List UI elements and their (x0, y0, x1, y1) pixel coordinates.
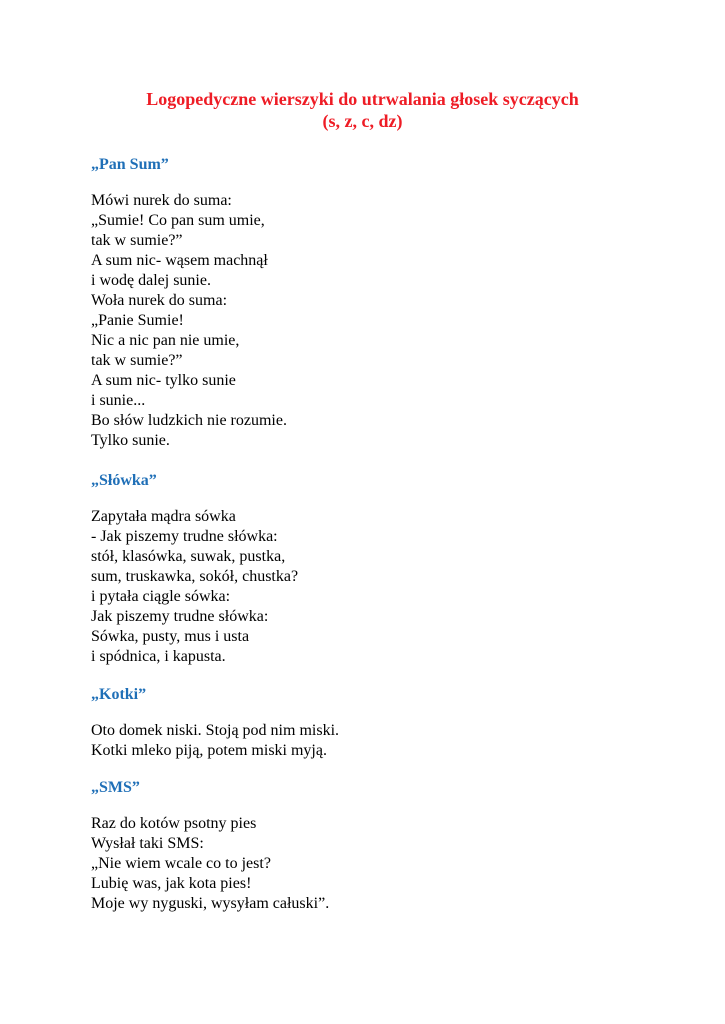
verse-line: Oto domek niski. Stoją pod nim miski. (91, 722, 340, 739)
poem-title: „SMS” (91, 779, 140, 796)
verse-line: i sunie... (91, 392, 146, 409)
verse-line: A sum nic- tylko sunie (91, 372, 236, 389)
poem-title: „Słówka” (91, 472, 157, 489)
verse-line: A sum nic- wąsem machnął (91, 252, 268, 269)
verse-line: Tylko sunie. (91, 432, 170, 449)
verse-line: Lubię was, jak kota pies! (91, 875, 252, 892)
poem-verse (91, 814, 691, 914)
poem-title: „Pan Sum” (91, 156, 169, 173)
poem-title: „Kotki” (91, 686, 147, 703)
verse-line: Bo słów ludzkich nie rozumie. (91, 412, 287, 429)
verse-line: Woła nurek do suma: (91, 292, 228, 309)
verse-line: „Nie wiem wcale co to jest? (91, 855, 271, 872)
document-title-line: Logopedyczne wierszyki do utrwalania głosek syczących (146, 89, 579, 109)
verse-line: Moje wy nyguski, wysyłam całuski”. (91, 895, 330, 912)
verse-line: i spódnica, i kapusta. (91, 648, 226, 665)
verse-line: Raz do kotów psotny pies (91, 815, 257, 832)
verse-line: Wysłał taki SMS: (91, 835, 204, 852)
verse-line: Sówka, pusty, mus i usta (91, 628, 250, 645)
verse-line: i wodę dalej sunie. (91, 272, 211, 289)
verse-line: „Panie Sumie! (91, 312, 184, 329)
verse-line: sum, truskawka, sokół, chustka? (91, 568, 299, 585)
document-title-line: (s, z, c, dz) (322, 111, 403, 131)
verse-line: „Sumie! Co pan sum umie, (91, 212, 265, 229)
verse-line: - Jak piszemy trudne słówka: (91, 528, 278, 545)
poem-verse (91, 191, 691, 451)
verse-line: tak w sumie?” (91, 352, 183, 369)
document-title (0, 88, 725, 132)
poem-verse (91, 507, 691, 667)
verse-line: Mówi nurek do suma: (91, 192, 232, 209)
poem-sms (91, 778, 691, 914)
verse-line: stół, klasówka, suwak, pustka, (91, 548, 286, 565)
poem-verse (91, 721, 691, 761)
verse-line: Jak piszemy trudne słówka: (91, 608, 269, 625)
verse-line: tak w sumie?” (91, 232, 183, 249)
verse-line: i pytała ciągle sówka: (91, 588, 231, 605)
poem-slowka (91, 471, 691, 667)
poem-pan-sum (91, 155, 691, 451)
poem-kotki (91, 685, 691, 761)
verse-line: Kotki mleko piją, potem miski myją. (91, 742, 327, 759)
verse-line: Zapytała mądra sówka (91, 508, 236, 525)
verse-line: Nic a nic pan nie umie, (91, 332, 240, 349)
